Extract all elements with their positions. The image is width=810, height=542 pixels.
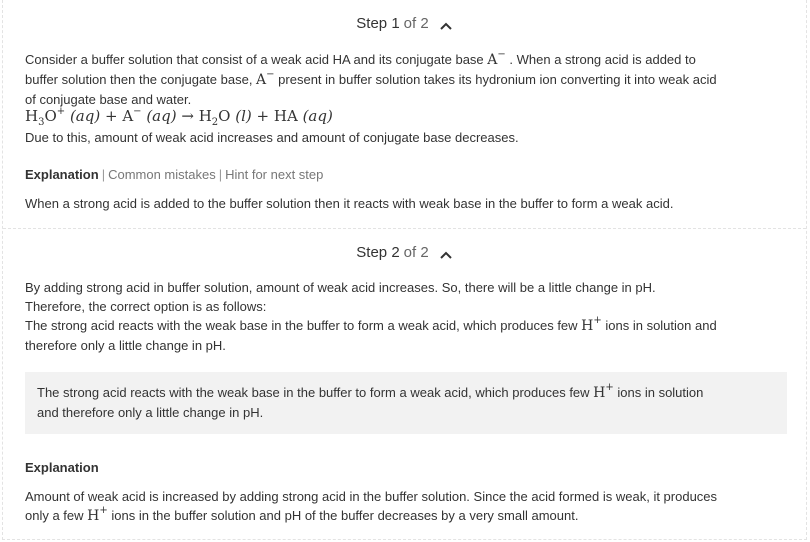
step-1-number: 1 bbox=[391, 14, 400, 32]
eq-sup: − bbox=[133, 106, 142, 117]
superscript: + bbox=[605, 382, 614, 394]
eq-a: A bbox=[122, 107, 134, 125]
step-2-explanation-label: Explanation bbox=[25, 460, 99, 475]
tab-explanation[interactable]: Explanation bbox=[25, 167, 99, 182]
eq-h: H bbox=[198, 107, 212, 125]
superscript: + bbox=[99, 505, 108, 517]
text: ions in solution bbox=[613, 385, 704, 400]
symbol: H bbox=[593, 385, 606, 401]
step-1-header[interactable] bbox=[3, 11, 806, 35]
answer-line-2: and therefore only a little change in pH. bbox=[37, 405, 264, 420]
text: buffer solution then the conjugate base, bbox=[25, 72, 257, 87]
eq-sub: 2 bbox=[211, 117, 219, 128]
superscript: + bbox=[593, 315, 602, 327]
step-2-line-3 bbox=[25, 316, 786, 336]
step-2-line-1: By adding strong acid in buffer solution, amount of weak acid increases. So, there will be a little change in pH. bbox=[25, 280, 656, 295]
text: present in buffer solution takes its hydronium ion converting it into weak acid bbox=[274, 72, 717, 87]
symbol: H bbox=[581, 318, 594, 334]
text: The strong acid reacts with the weak base in the buffer to form a weak acid, which produces few bbox=[37, 385, 594, 400]
step-2-expl-line-2 bbox=[25, 506, 786, 526]
tab-common-mistakes[interactable]: Common mistakes bbox=[108, 167, 216, 182]
answer-box bbox=[25, 372, 787, 434]
step-1-line-1 bbox=[25, 50, 786, 70]
symbol: H bbox=[87, 508, 100, 524]
eq-arrow: → bbox=[176, 107, 199, 125]
superscript: − bbox=[497, 49, 506, 61]
step-2-line-4: therefore only a little change in pH. bbox=[25, 338, 226, 353]
eq-aq: (aq) bbox=[146, 107, 177, 125]
text: . When a strong acid is added to bbox=[505, 52, 696, 67]
symbol: A bbox=[256, 72, 267, 88]
hydrogen-ion-symbol bbox=[581, 315, 602, 334]
step-1-word: Step bbox=[356, 14, 388, 32]
step-1-explanation-text: When a strong acid is added to the buffer solution then it reacts with weak base in the buffer to form a weak acid. bbox=[25, 196, 674, 211]
hydrogen-ion-symbol bbox=[593, 382, 614, 401]
step-2-line-2: Therefore, the correct option is as follows: bbox=[25, 299, 267, 314]
eq-sub: 3 bbox=[38, 117, 45, 128]
hydrogen-ion-symbol bbox=[87, 505, 108, 524]
step-1-result: Due to this, amount of weak acid increases and amount of conjugate base decreases. bbox=[25, 130, 519, 145]
text: only a few bbox=[25, 508, 88, 523]
step-1-line-2 bbox=[25, 70, 786, 90]
conjugate-base-symbol bbox=[256, 69, 275, 88]
eq-plus: + bbox=[100, 107, 123, 125]
eq-aq: (aq) bbox=[69, 107, 101, 125]
tab-separator: | bbox=[218, 167, 223, 182]
tab-separator: | bbox=[101, 167, 106, 182]
chevron-up-icon[interactable] bbox=[439, 18, 453, 28]
step-2-header[interactable] bbox=[3, 240, 806, 264]
step-1-paragraph bbox=[25, 50, 786, 109]
step-1-line-3: of conjugate base and water. bbox=[25, 92, 192, 107]
eq-plus: + bbox=[251, 107, 274, 125]
step-2-word: Step bbox=[356, 243, 388, 261]
text: ions in the buffer solution and pH of the buffer decreases by a very small amount. bbox=[107, 508, 579, 523]
tab-hint-next-step[interactable]: Hint for next step bbox=[225, 167, 324, 182]
eq-h: H bbox=[25, 107, 39, 125]
text: Consider a buffer solution that consist of a weak acid HA and its conjugate base bbox=[25, 52, 488, 67]
explanation-tabs bbox=[25, 167, 323, 182]
superscript: − bbox=[266, 69, 275, 81]
text: ions in solution and bbox=[601, 318, 717, 333]
text: The strong acid reacts with the weak base in the buffer to form a weak acid, which produces few bbox=[25, 318, 582, 333]
step-2-number: 2 bbox=[391, 243, 400, 261]
step-1-of-total: of 2 bbox=[403, 14, 429, 32]
step-divider bbox=[3, 228, 806, 229]
step-2-explanation-text bbox=[25, 487, 786, 526]
chevron-up-icon[interactable] bbox=[439, 247, 453, 257]
eq-aq: (aq) bbox=[302, 107, 333, 125]
step-2-of-total: of 2 bbox=[403, 243, 429, 261]
eq-ha: HA bbox=[273, 107, 298, 125]
symbol: A bbox=[487, 52, 498, 68]
eq-l: (l) bbox=[235, 107, 252, 125]
answer-line-1 bbox=[37, 383, 775, 403]
conjugate-base-symbol bbox=[487, 49, 506, 68]
step-2-expl-line-1: Amount of weak acid is increased by adding strong acid in the buffer solution. Since the acid formed is weak, it produces bbox=[25, 489, 718, 504]
eq-o: O bbox=[44, 107, 57, 125]
reaction-equation bbox=[25, 106, 786, 126]
eq-o: O bbox=[218, 107, 231, 125]
step-2-paragraph bbox=[25, 278, 786, 355]
solution-frame bbox=[2, 0, 807, 540]
eq-sup: + bbox=[56, 106, 66, 117]
